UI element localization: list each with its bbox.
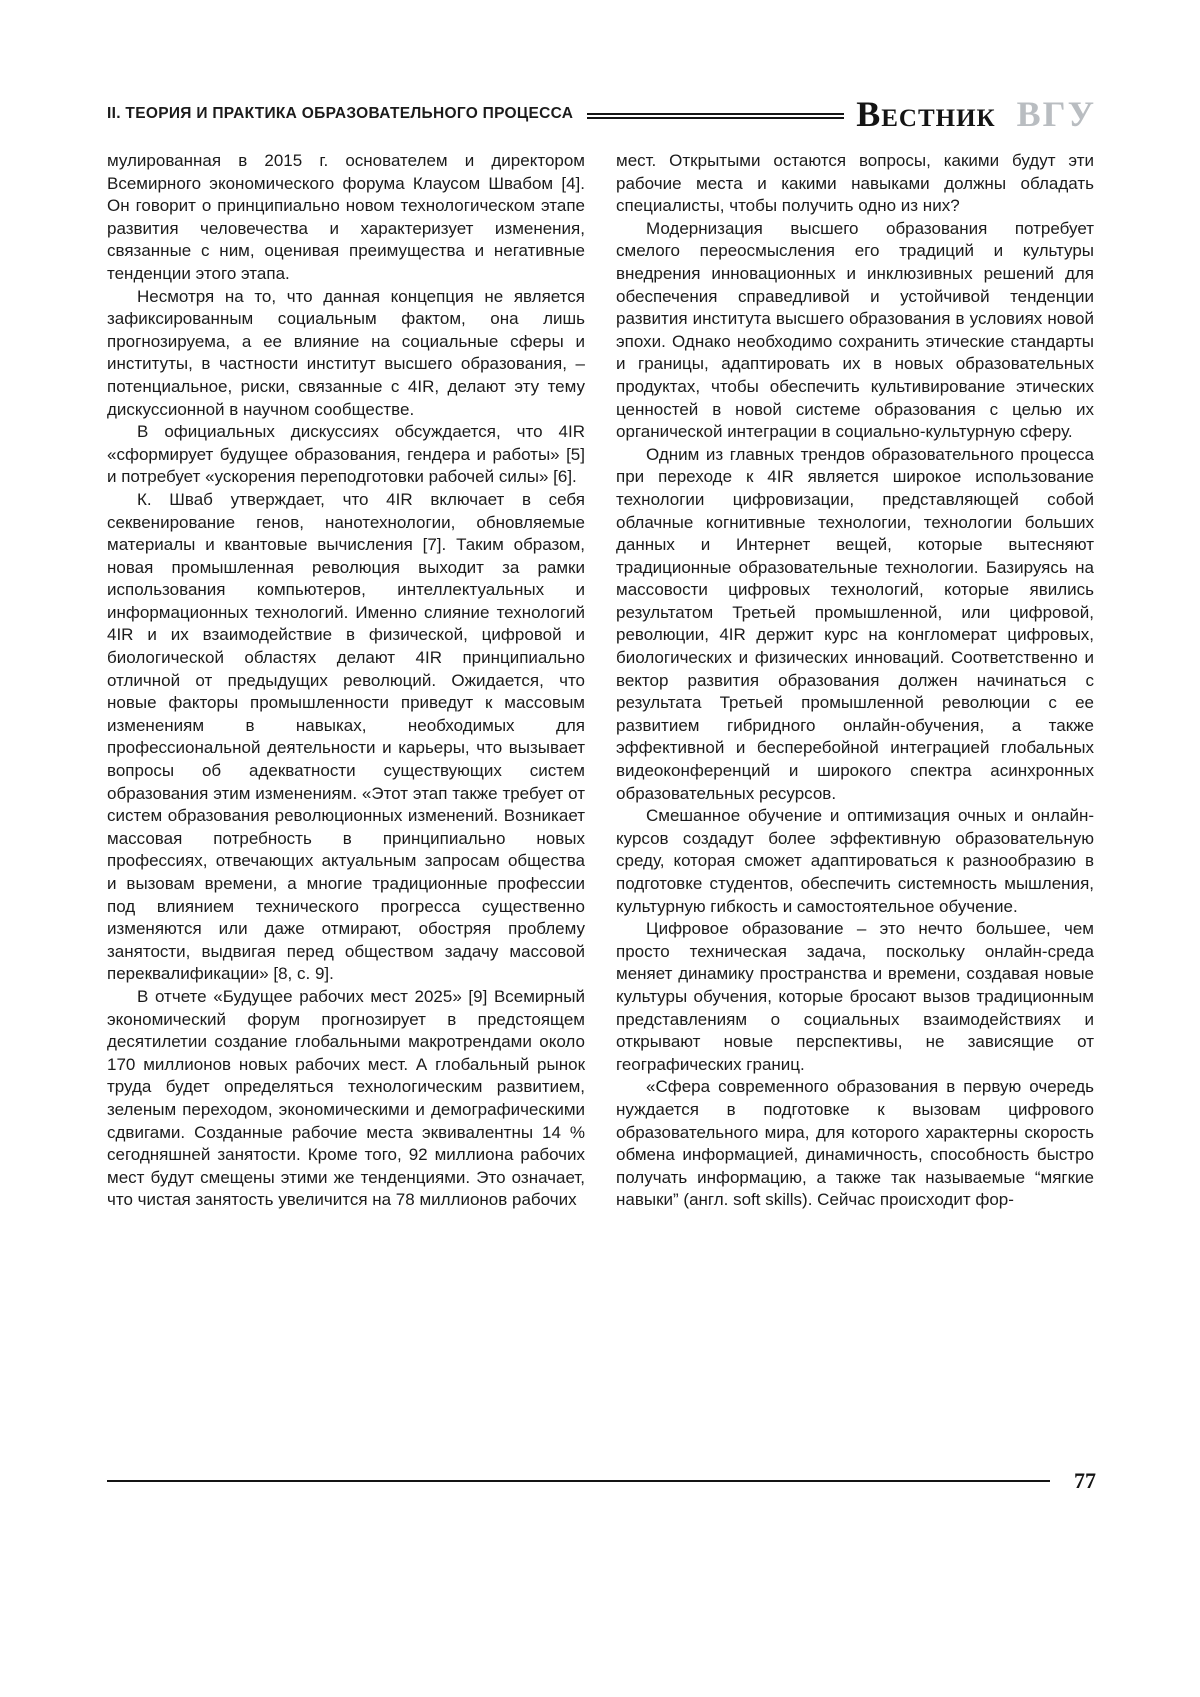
paragraph: мулированная в 2015 г. основателем и директором Всемирного экономического форума Клаусом Швабом [4]. Он говорит о принципиально новом технологическом этапе развития человечества и характеризует изменения, связанные с ним, оценивая преимущества и негативные тенденции этого этапа.: [107, 151, 585, 283]
page-number: 77: [1074, 1468, 1096, 1493]
paragraph: мест. Открытыми остаются вопросы, какими будут эти рабочие места и какими навыками должны обладать специалисты, чтобы получить одно из них?: [616, 151, 1094, 216]
journal-name: Вестник: [856, 94, 996, 134]
paragraph: Модернизация высшего образования потребует смелого переосмысления его традиций и культуры внедрения инновационных и инклюзивных решений для обеспечения справедливой и устойчивой тенденции развития института высшего образования в условиях новой эпохи. Однако необходимо сохранить этические стандарты и границы, адаптировать их в новых образовательных продуктах, чтобы обеспечить культивирование этических ценностей в новой системе образования с целью их органической интеграции в социально-культурную сферу.: [616, 218, 1094, 442]
left-column: [107, 150, 585, 1212]
header-divider-rule: [587, 113, 844, 119]
article-body: [107, 150, 1094, 1212]
paragraph: «Сфера современного образования в первую очередь нуждается в подготовке к вызовам цифрового образовательного мира, для которого характерны скорость обмена информацией, динамичность, способность быстро получать информацию, а также так называемые “мягкие навыки” (англ. soft skills). Сейчас происходит фор-: [616, 1077, 1094, 1210]
page-footer: [107, 1468, 1096, 1494]
paragraph: Смешанное обучение и оптимизация очных и онлайн-курсов создадут более эффективную образовательную среду, которая сможет адаптироваться к разнообразию в подготовке студентов, обеспечить системность мышления, культурную гибкость и самостоятельное обучение.: [616, 806, 1094, 916]
page-header: [107, 96, 1096, 132]
paragraph: Несмотря на то, что данная концепция не является зафиксированным социальным фактом, она лишь прогнозируема, а ее влияние на социальные сферы и институты, в частности институт высшего образования, – потенциальное, риски, связанные с 4IR, делают эту тему дискуссионной в научном сообществе.: [107, 286, 585, 419]
section-title: II. ТЕОРИЯ И ПРАКТИКА ОБРАЗОВАТЕЛЬНОГО ПРОЦЕССА: [107, 105, 574, 122]
footer-divider-rule: [107, 1480, 1050, 1482]
paragraph: Цифровое образование – это нечто большее, чем просто техническая задача, поскольку онлайн-среда меняет динамику пространства и времени, создавая новые культуры обучения, которые бросают вызов традиционным представлениям о социальных взаимодействиях и открывают новые перспективы, не зависящие от географических границ.: [616, 919, 1094, 1074]
paragraph: К. Шваб утверждает, что 4IR включает в себя секвенирование генов, нанотехнологии, обновляемые материалы и квантовые вычисления [7]. Таким образом, новая промышленная революция выходит за рамки использования компьютеров, интеллектуальных и информационных технологий. Именно слияние технологий 4IR и их взаимодействие в физической, цифровой и биологической областях делают 4IR принципиально отличной от предыдущих революций. Ожидается, что новые факторы промышленности приведут к массовым изменениям в навыках, необходимых для профессиональной деятельности и карьеры, что вызывает вопросы об адекватности существующих систем образования этим изменениям. «Этот этап также требует от систем образования революционных изменений. Возникает массовая потребность в принципиально новых профессиях, отвечающих актуальным запросам общества и вызовам времени, а многие традиционные профессии под влиянием технического прогресса существенно изменяются или даже отмирают, обостряя проблему занятости, выдвигая перед обществом задачу массовой переквалификации» [8, с. 9].: [107, 489, 585, 984]
paragraph: Одним из главных трендов образовательного процесса при переходе к 4IR является широкое использование технологии цифровизации, представляющей собой облачные когнитивные технологии, технологии больших данных и Интернет вещей, которые вытесняют традиционные образовательные технологии. Базируясь на массовости цифровых технологий, которые явились результатом Третьей промышленной, или цифровой, революции, 4IR держит курс на конгломерат цифровых, биологических и физических инноваций. Соответственно и вектор развития образования должен начинаться с результата Третьей промышленной революции с ее развитием гибридного онлайн-обучения, а также эффективной и бесперебойной интеграцией глобальных видеоконференций и широкого спектра асинхронных образовательных ресурсов.: [616, 444, 1094, 803]
right-column: [616, 150, 1094, 1212]
journal-abbreviation: ВГУ: [1016, 94, 1096, 134]
paragraph: В официальных дискуссиях обсуждается, что 4IR «сформирует будущее образования, гендера и работы» [5] и потребует «ускорения переподготовки рабочей силы» [6].: [107, 422, 585, 487]
journal-logo: [856, 96, 1096, 132]
paragraph: В отчете «Будущее рабочих мест 2025» [9] Всемирный экономический форум прогнозирует в предстоящем десятилетии создание глобальными макротрендами около 170 миллионов новых рабочих мест. А глобальный рынок труда будет определяться технологическим развитием, зеленым переходом, экономическими и демографическими сдвигами. Созданные рабочие места эквивалентны 14 % сегодняшней занятости. Кроме того, 92 миллиона рабочих мест будут смещены этими же тенденциями. Это означает, что чистая занятость увеличится на 78 миллионов рабочих: [107, 986, 585, 1210]
